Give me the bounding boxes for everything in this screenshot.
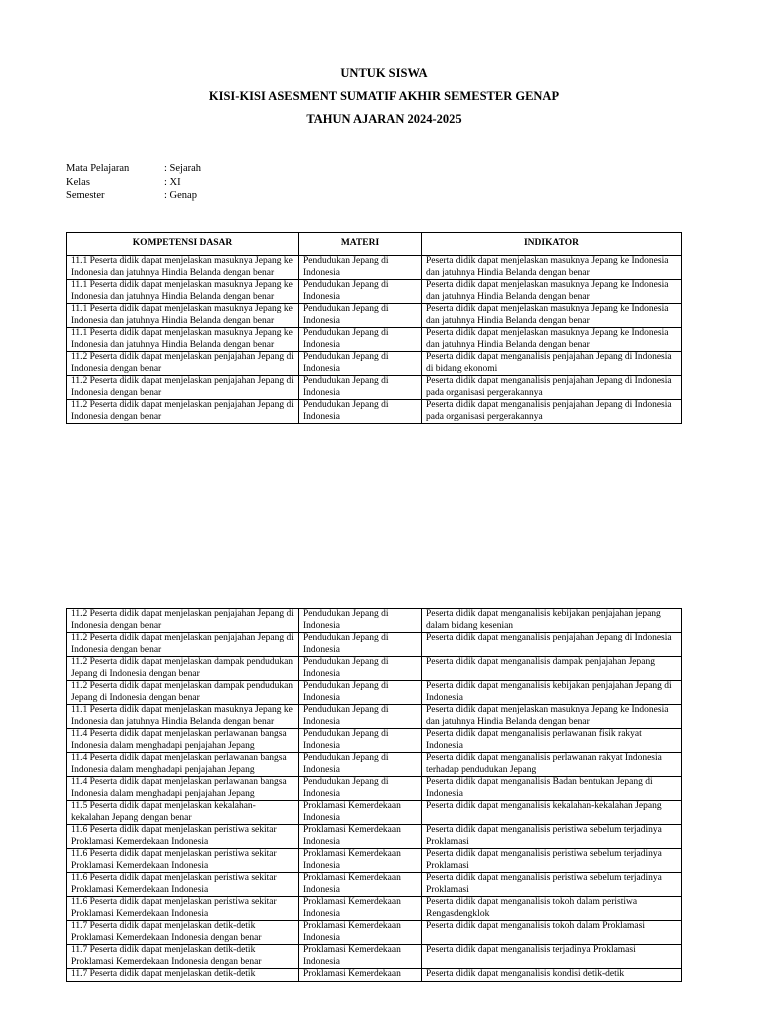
meta-label: Semester [66, 190, 105, 201]
table-row [67, 328, 682, 352]
meta-value: : XI [164, 176, 181, 188]
table-row [67, 969, 682, 982]
cell-materi: Proklamasi Kemerdekaan Indonesia [299, 873, 422, 897]
cell-indikator: Peserta didik dapat menjelaskan masuknya Jepang ke Indonesia dan jatuhnya Hindia Belanda dengan benar [422, 705, 682, 729]
grid-table-page-1 [66, 232, 682, 424]
header-line-1: UNTUK SISWA [340, 66, 428, 80]
cell-indikator: Peserta didik dapat menganalisis kekalahan-kekalahan Jepang [422, 801, 682, 825]
cell-indikator: Peserta didik dapat menganalisis penjajahan Jepang di Indonesia di bidang ekonomi [422, 352, 682, 376]
cell-indikator: Peserta didik dapat menganalisis terjadinya Proklamasi [422, 945, 682, 969]
cell-materi: Proklamasi Kemerdekaan Indonesia [299, 897, 422, 921]
subject-info [66, 162, 201, 203]
cell-materi: Pendudukan Jepang di Indonesia [299, 729, 422, 753]
table-row [67, 304, 682, 328]
meta-row-class [66, 176, 201, 190]
meta-label: Kelas [66, 176, 90, 188]
cell-materi: Pendudukan Jepang di Indonesia [299, 376, 422, 400]
cell-materi: Proklamasi Kemerdekaan Indonesia [299, 801, 422, 825]
cell-kompetensi: 11.2 Peserta didik dapat menjelaskan penjajahan Jepang di Indonesia dengan benar [67, 376, 299, 400]
table-row [67, 921, 682, 945]
column-header-indikator: INDIKATOR [422, 233, 682, 256]
table-row [67, 801, 682, 825]
table-row [67, 352, 682, 376]
cell-kompetensi: 11.1 Peserta didik dapat menjelaskan masuknya Jepang ke Indonesia dan jatuhnya Hindia Belanda dengan benar [67, 256, 299, 280]
cell-indikator: Peserta didik dapat menganalisis dampak penjajahan Jepang [422, 657, 682, 681]
cell-kompetensi: 11.2 Peserta didik dapat menjelaskan dampak pendudukan Jepang di Indonesia dengan benar [67, 657, 299, 681]
meta-label: Mata Pelajaran [66, 163, 130, 174]
cell-indikator: Peserta didik dapat menjelaskan masuknya Jepang ke Indonesia dan jatuhnya Hindia Belanda dengan benar [422, 304, 682, 328]
header-line-2: KISI-KISI ASESMENT SUMATIF AKHIR SEMESTER GENAP [208, 89, 560, 103]
cell-materi: Proklamasi Kemerdekaan Indonesia [299, 825, 422, 849]
table-row [67, 280, 682, 304]
table-header-row [67, 233, 682, 256]
cell-indikator: Peserta didik dapat menganalisis penjajahan Jepang di Indonesia pada organisasi pergerakannya [422, 376, 682, 400]
cell-materi: Pendudukan Jepang di Indonesia [299, 304, 422, 328]
table-row [67, 849, 682, 873]
cell-indikator: Peserta didik dapat menganalisis kondisi detik-detik [422, 969, 682, 982]
cell-kompetensi: 11.6 Peserta didik dapat menjelaskan peristiwa sekitar Proklamasi Kemerdekaan Indonesia [67, 825, 299, 849]
cell-kompetensi: 11.1 Peserta didik dapat menjelaskan masuknya Jepang ke Indonesia dan jatuhnya Hindia Belanda dengan benar [67, 328, 299, 352]
cell-indikator: Peserta didik dapat menganalisis penjajahan Jepang di Indonesia [422, 633, 682, 657]
cell-materi: Pendudukan Jepang di Indonesia [299, 681, 422, 705]
table-row [67, 400, 682, 424]
cell-kompetensi: 11.7 Peserta didik dapat menjelaskan detik-detik Proklamasi Kemerdekaan Indonesia dengan benar [67, 921, 299, 945]
cell-kompetensi: 11.5 Peserta didik dapat menjelaskan kekalahan-kekalahan Jepang dengan benar [67, 801, 299, 825]
cell-materi: Pendudukan Jepang di Indonesia [299, 777, 422, 801]
cell-kompetensi: 11.2 Peserta didik dapat menjelaskan penjajahan Jepang di Indonesia dengan benar [67, 609, 299, 633]
table-row [67, 705, 682, 729]
cell-materi: Proklamasi Kemerdekaan Indonesia [299, 945, 422, 969]
cell-kompetensi: 11.1 Peserta didik dapat menjelaskan masuknya Jepang ke Indonesia dan jatuhnya Hindia Belanda dengan benar [67, 705, 299, 729]
cell-materi: Pendudukan Jepang di Indonesia [299, 705, 422, 729]
cell-indikator: Peserta didik dapat menjelaskan masuknya Jepang ke Indonesia dan jatuhnya Hindia Belanda dengan benar [422, 328, 682, 352]
table-row [67, 945, 682, 969]
cell-kompetensi: 11.7 Peserta didik dapat menjelaskan detik-detik [67, 969, 299, 982]
cell-materi: Pendudukan Jepang di Indonesia [299, 657, 422, 681]
cell-indikator: Peserta didik dapat menganalisis perlawanan fisik rakyat Indonesia [422, 729, 682, 753]
table-body [67, 609, 682, 982]
cell-kompetensi: 11.2 Peserta didik dapat menjelaskan penjajahan Jepang di Indonesia dengan benar [67, 400, 299, 424]
cell-indikator: Peserta didik dapat menganalisis peristiwa sebelum terjadinya Proklamasi [422, 873, 682, 897]
cell-kompetensi: 11.6 Peserta didik dapat menjelaskan peristiwa sekitar Proklamasi Kemerdekaan Indonesia [67, 873, 299, 897]
table-row [67, 657, 682, 681]
cell-indikator: Peserta didik dapat menjelaskan masuknya Jepang ke Indonesia dan jatuhnya Hindia Belanda dengan benar [422, 280, 682, 304]
column-header-materi: MATERI [299, 233, 422, 256]
cell-kompetensi: 11.1 Peserta didik dapat menjelaskan masuknya Jepang ke Indonesia dan jatuhnya Hindia Belanda dengan benar [67, 280, 299, 304]
meta-value: : Genap [164, 190, 197, 201]
cell-materi: Pendudukan Jepang di Indonesia [299, 352, 422, 376]
table-row [67, 681, 682, 705]
cell-kompetensi: 11.2 Peserta didik dapat menjelaskan penjajahan Jepang di Indonesia dengan benar [67, 352, 299, 376]
cell-indikator: Peserta didik dapat menganalisis tokoh dalam peristiwa Rengasdengklok [422, 897, 682, 921]
cell-kompetensi: 11.4 Peserta didik dapat menjelaskan perlawanan bangsa Indonesia dalam menghadapi penjajahan Jepang [67, 753, 299, 777]
table-row [67, 825, 682, 849]
cell-indikator: Peserta didik dapat menganalisis peristiwa sebelum terjadinya Proklamasi [422, 825, 682, 849]
cell-materi: Proklamasi Kemerdekaan Indonesia [299, 849, 422, 873]
cell-indikator: Peserta didik dapat menganalisis tokoh dalam Proklamasi [422, 921, 682, 945]
cell-materi: Pendudukan Jepang di Indonesia [299, 256, 422, 280]
cell-indikator: Peserta didik dapat menganalisis Badan bentukan Jepang di Indonesia [422, 777, 682, 801]
table-row [67, 729, 682, 753]
cell-indikator: Peserta didik dapat menganalisis penjajahan Jepang di Indonesia pada organisasi pergerakannya [422, 400, 682, 424]
cell-kompetensi: 11.4 Peserta didik dapat menjelaskan perlawanan bangsa Indonesia dalam menghadapi penjajahan Jepang [67, 729, 299, 753]
header-line-3: TAHUN AJARAN 2024-2025 [306, 112, 462, 126]
table-row [67, 777, 682, 801]
cell-kompetensi: 11.7 Peserta didik dapat menjelaskan detik-detik Proklamasi Kemerdekaan Indonesia dengan benar [67, 945, 299, 969]
cell-indikator: Peserta didik dapat menganalisis kebijakan penjajahan jepang dalam bidang kesenian [422, 609, 682, 633]
cell-indikator: Peserta didik dapat menganalisis peristiwa sebelum terjadinya Proklamasi [422, 849, 682, 873]
cell-materi: Pendudukan Jepang di Indonesia [299, 328, 422, 352]
table-row [67, 897, 682, 921]
cell-materi: Pendudukan Jepang di Indonesia [299, 280, 422, 304]
grid-table-page-2 [66, 608, 682, 982]
table-row [67, 873, 682, 897]
cell-materi: Pendudukan Jepang di Indonesia [299, 753, 422, 777]
meta-value: : Sejarah [164, 163, 202, 174]
cell-indikator: Peserta didik dapat menganalisis kebijakan penjajahan Jepang di Indonesia [422, 681, 682, 705]
cell-materi: Pendudukan Jepang di Indonesia [299, 633, 422, 657]
cell-kompetensi: 11.2 Peserta didik dapat menjelaskan penjajahan Jepang di Indonesia dengan benar [67, 633, 299, 657]
table-row [67, 256, 682, 280]
table-body [67, 256, 682, 424]
cell-indikator: Peserta didik dapat menjelaskan masuknya Jepang ke Indonesia dan jatuhnya Hindia Belanda dengan benar [422, 256, 682, 280]
cell-kompetensi: 11.6 Peserta didik dapat menjelaskan peristiwa sekitar Proklamasi Kemerdekaan Indonesia [67, 897, 299, 921]
cell-kompetensi: 11.2 Peserta didik dapat menjelaskan dampak pendudukan Jepang di Indonesia dengan benar [67, 681, 299, 705]
table-row [67, 609, 682, 633]
table-row [67, 753, 682, 777]
cell-materi: Proklamasi Kemerdekaan [299, 969, 422, 982]
cell-kompetensi: 11.4 Peserta didik dapat menjelaskan perlawanan bangsa Indonesia dalam menghadapi penjajahan Jepang [67, 777, 299, 801]
table-row [67, 376, 682, 400]
column-header-kompetensi: KOMPETENSI DASAR [67, 233, 299, 256]
meta-row-semester [66, 189, 201, 203]
cell-materi: Pendudukan Jepang di Indonesia [299, 400, 422, 424]
meta-row-subject [66, 162, 201, 176]
cell-materi: Pendudukan Jepang di Indonesia [299, 609, 422, 633]
cell-materi: Proklamasi Kemerdekaan Indonesia [299, 921, 422, 945]
cell-kompetensi: 11.6 Peserta didik dapat menjelaskan peristiwa sekitar Proklamasi Kemerdekaan Indonesia [67, 849, 299, 873]
document-header [0, 64, 768, 133]
table-row [67, 633, 682, 657]
cell-indikator: Peserta didik dapat menganalisis perlawanan rakyat Indonesia terhadap pendudukan Jepang [422, 753, 682, 777]
cell-kompetensi: 11.1 Peserta didik dapat menjelaskan masuknya Jepang ke Indonesia dan jatuhnya Hindia Belanda dengan benar [67, 304, 299, 328]
